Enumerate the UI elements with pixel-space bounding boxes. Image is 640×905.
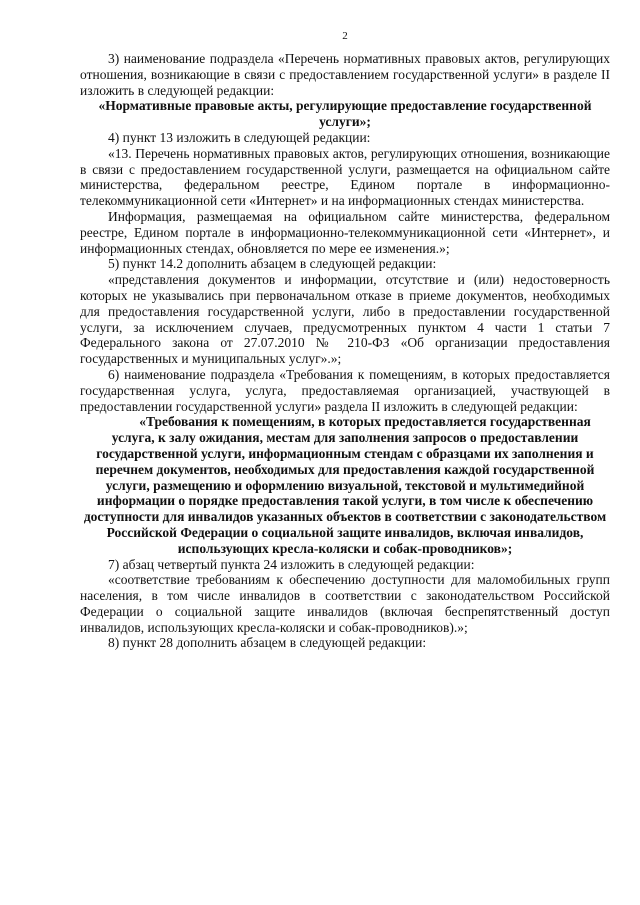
paragraph-accessibility: «соответствие требованиям к обеспечению доступности для маломобильных групп населения, в том числе инвалидов в соответствии с законодательством Российской Федерации о социальной защите инвалидов (включая беспрепятственный доступ инвалидов, использующих кресла-коляски и собак-проводников).»; bbox=[80, 572, 610, 635]
paragraph-item-7: 7) абзац четвертый пункта 24 изложить в следующей редакции: bbox=[108, 556, 475, 572]
paragraph-item-3: 3) наименование подраздела «Перечень нормативных правовых актов, регулирующих отношения, возникающие в связи с предоставлением государственной услуги» в разделе II изложить в следующей редакции: bbox=[80, 51, 610, 98]
paragraph-point-13: «13. Перечень нормативных правовых актов, регулирующих отношения, возникающие в связи с предоставлением государственной услуги, размещается на официальном сайте министерства, федеральном реестре, Едином портале в информационно-телекоммуникационной сети «Интернет» и на информационных стендах министерства. bbox=[80, 145, 610, 209]
paragraph-information: Информация, размещаемая на официальном сайте министерства, федеральном реестре, Едином портале в информационно-телекоммуникационной сети «Интернет», и информационных стендах, обновляется по мере ее изменения.»; bbox=[80, 208, 610, 256]
paragraph-item-8: 8) пункт 28 дополнить абзацем в следующей редакции: bbox=[108, 635, 427, 651]
heading-normative-acts: «Нормативные правовые акты, регулирующие предоставление государственной услуги»; bbox=[98, 98, 592, 130]
heading-premises-requirements: «Требования к помещениям, в которых предоставляется государственная услуга, к залу ожидания, местам для заполнения запросов о предоставлении государственной услуги, информационным стендам с образцами их заполнения и перечнем документов, необходимых для предоставления каждой государственной услуги, размещению и оформлению визуальной, текстовой и мультимедийной информации о порядке предоставления такой услуги, в том числе к обеспечению доступности для инвалидов указанных объектов в соответствии с законодательством Российской Федерации о социальной защите инвалидов, включая инвалидов, использующих кресла-коляски и собак-проводников»; bbox=[83, 414, 607, 556]
paragraph-item-6: 6) наименование подраздела «Требования к помещениям, в которых предоставляется государственная услуга, услуга, предоставляемая организацией, участвующей в предоставлении государственной услуги» раздела II изложить в следующей редакции: bbox=[80, 366, 610, 414]
document-page bbox=[80, 30, 610, 651]
paragraph-point-14-2-addition: «представления документов и информации, отсутствие и (или) недостоверность которых не указывались при первоначальном отказе в приеме документов, необходимых для предоставления государственной услуги, либо в предоставлении государственной услуги, за исключением случаев, предусмотренных пунктом 4 части 1 статьи 7 Федерального закона от 27.07.2010 № 210-ФЗ «Об организации предоставления государственных и муниципальных услуг».»; bbox=[80, 272, 610, 367]
paragraph-item-4: 4) пункт 13 изложить в следующей редакции: bbox=[108, 129, 371, 145]
page-number: 2 bbox=[342, 30, 348, 42]
paragraph-item-5: 5) пункт 14.2 дополнить абзацем в следующей редакции: bbox=[108, 256, 437, 272]
